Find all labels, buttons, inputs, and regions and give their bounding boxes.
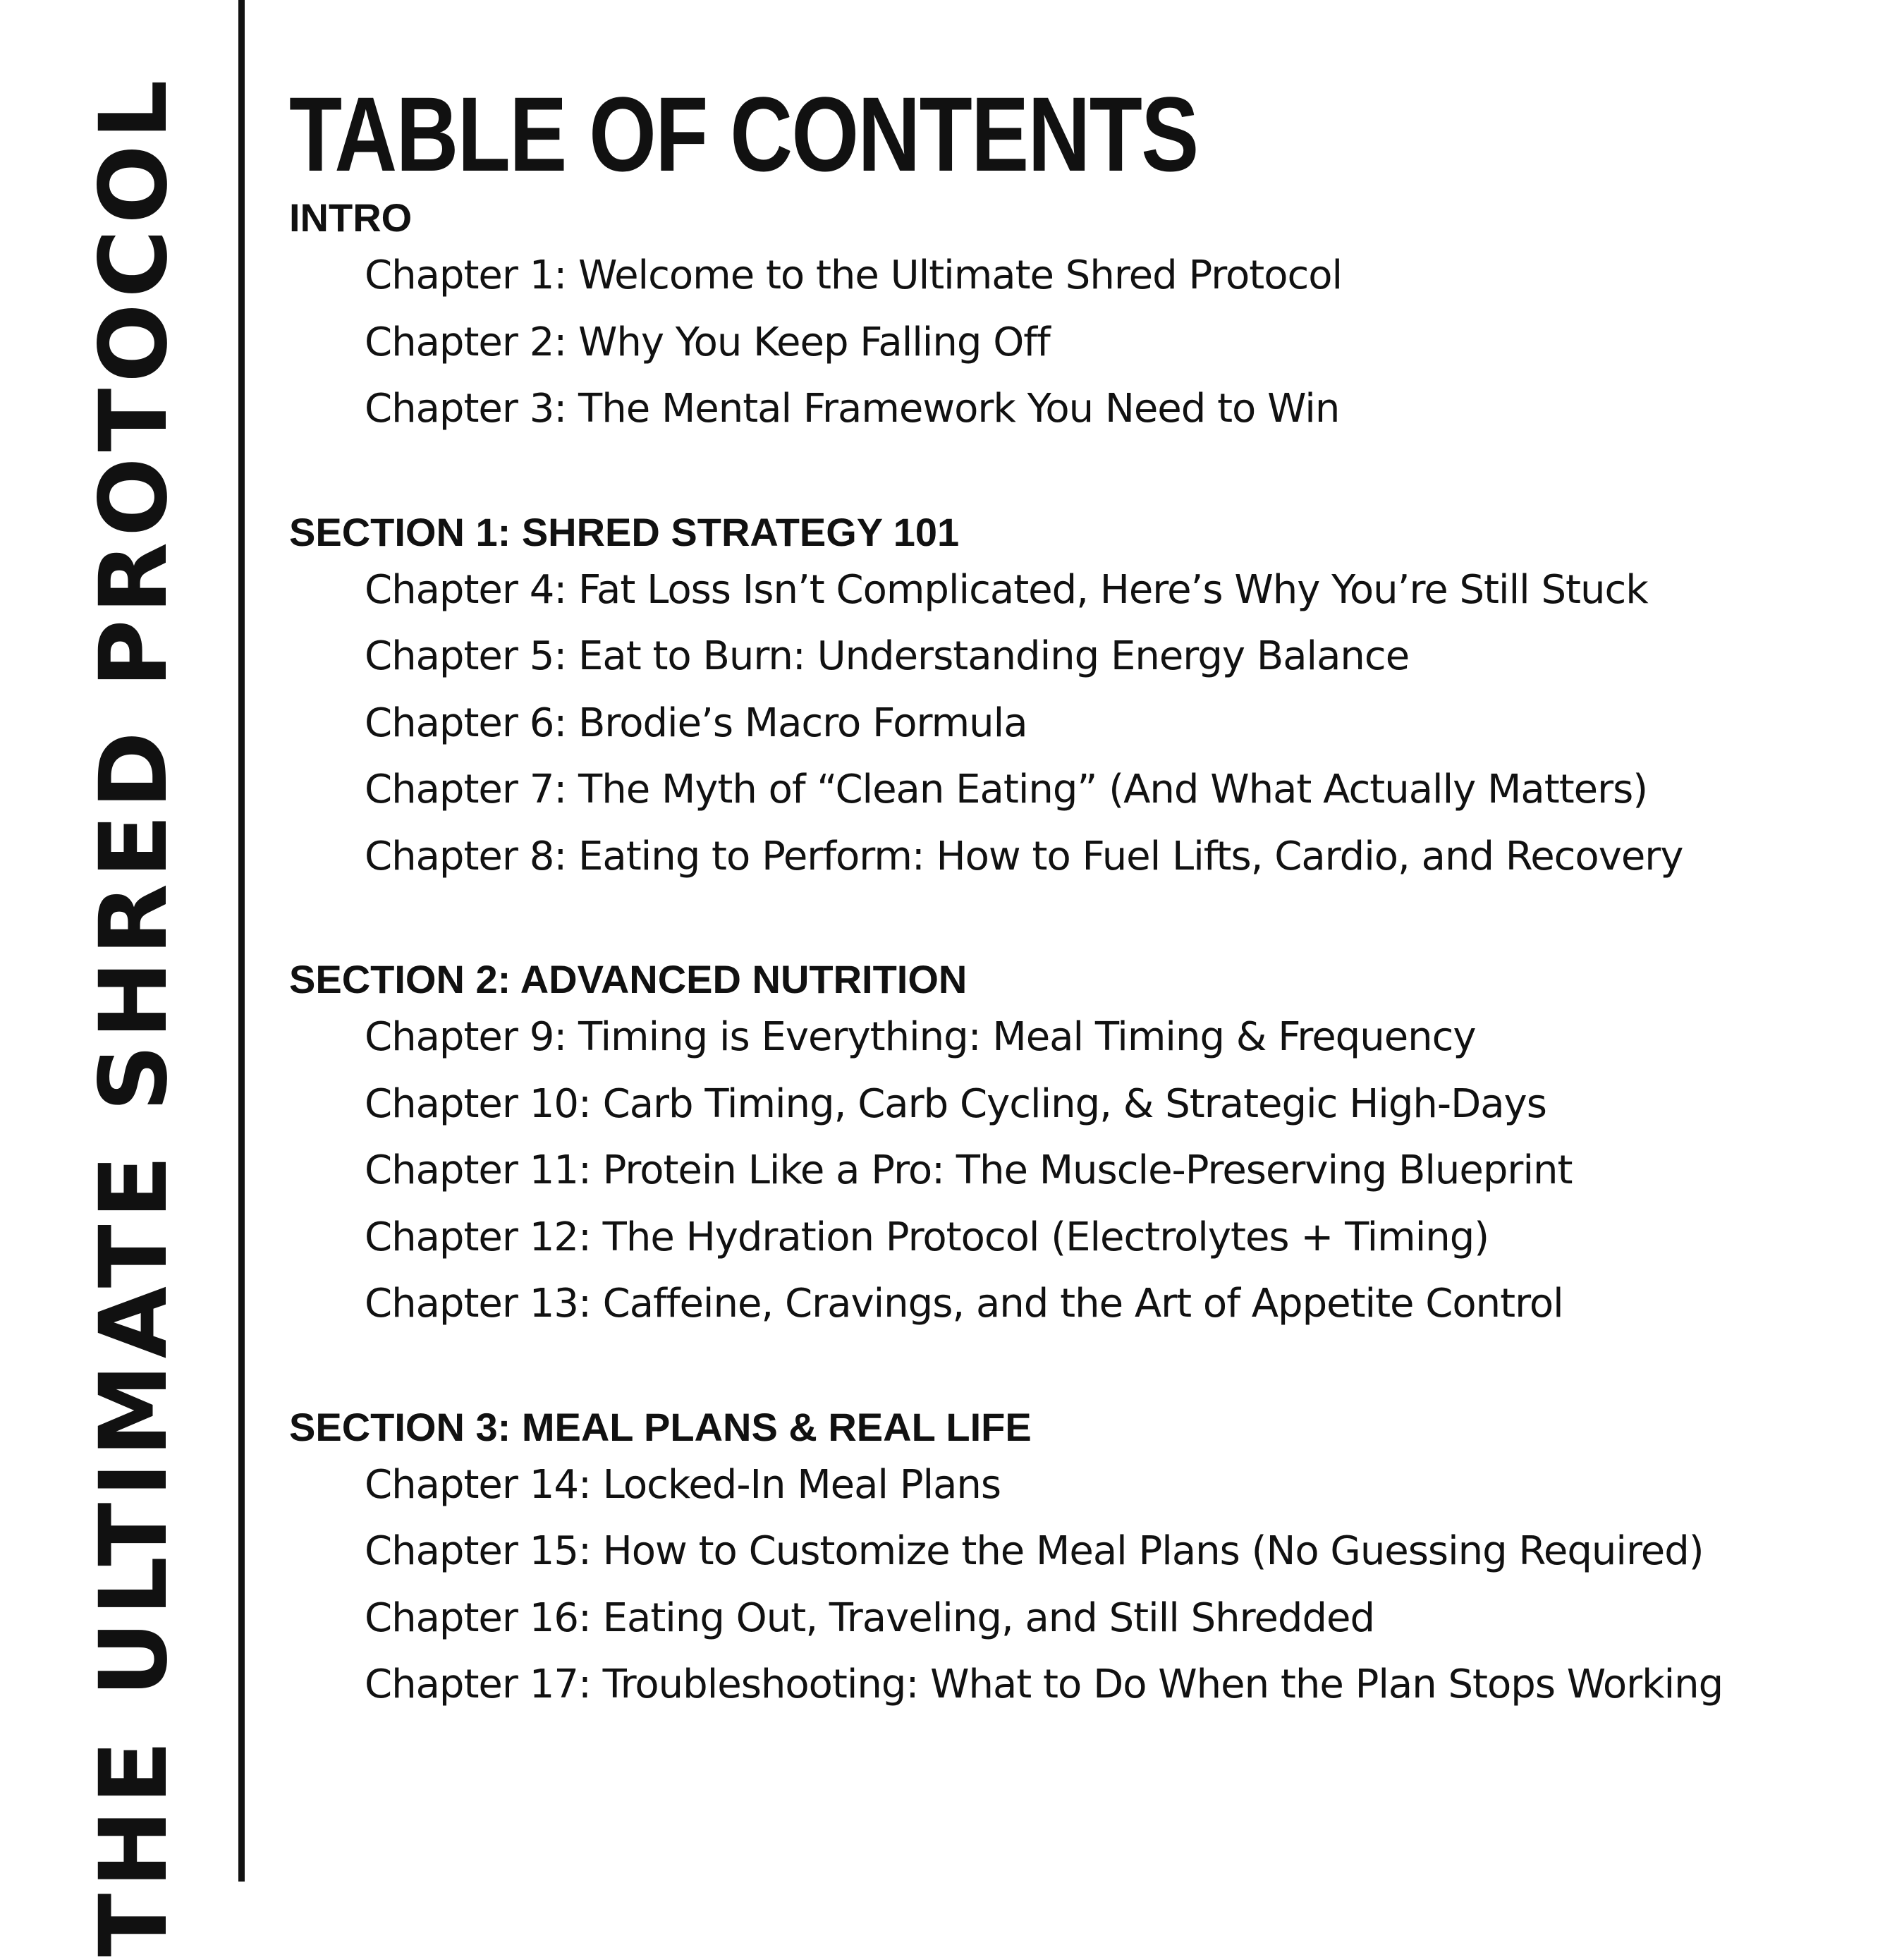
section-3	[289, 1403, 1876, 1719]
chapter-item: Chapter 1: Welcome to the Ultimate Shred Protocol	[365, 252, 1343, 298]
chapter-item: Chapter 8: Eating to Perform: How to Fuel Lifts, Cardio, and Recovery	[365, 833, 1683, 879]
section-2	[289, 955, 1876, 1338]
chapter-item: Chapter 12: The Hydration Protocol (Electrolytes + Timing)	[365, 1214, 1489, 1260]
section-1	[289, 508, 1876, 891]
chapter-list	[289, 557, 1876, 891]
chapter-list	[289, 1004, 1876, 1338]
chapter-item: Chapter 5: Eat to Burn: Understanding Energy Balance	[365, 633, 1410, 679]
chapter-item: Chapter 13: Caffeine, Cravings, and the Art of Appetite Control	[365, 1281, 1563, 1327]
chapter-item: Chapter 16: Eating Out, Traveling, and Still Shredded	[365, 1595, 1374, 1641]
chapter-item: Chapter 10: Carb Timing, Carb Cycling, & Strategic High-Days	[365, 1080, 1546, 1127]
chapter-list	[289, 1452, 1876, 1719]
table-of-contents	[289, 75, 1876, 1719]
chapter-item: Chapter 17: Troubleshooting: What to Do When the Plan Stops Working	[365, 1662, 1723, 1707]
chapter-item: Chapter 2: Why You Keep Falling Off	[365, 319, 1050, 365]
chapter-item: Chapter 15: How to Customize the Meal Plans (No Guessing Required)	[365, 1528, 1704, 1574]
chapter-item: Chapter 6: Brodie’s Macro Formula	[365, 700, 1027, 746]
section-heading: SECTION 1: SHRED STRATEGY 101	[289, 509, 960, 554]
vertical-divider	[238, 0, 245, 1882]
chapter-item: Chapter 9: Timing is Everything: Meal Timing & Frequency	[365, 1014, 1476, 1060]
chapter-list	[289, 243, 1876, 443]
section-heading: SECTION 3: MEAL PLANS & REAL LIFE	[289, 1404, 1032, 1449]
chapter-item: Chapter 14: Locked-In Meal Plans	[365, 1461, 1001, 1508]
spine	[0, 0, 243, 1957]
section-intro	[289, 193, 1876, 443]
chapter-item: Chapter 4: Fat Loss Isn’t Complicated, Here’s Why You’re Still Stuck	[365, 566, 1648, 613]
toc-heading: TABLE OF CONTENTS	[289, 75, 1198, 193]
chapter-item: Chapter 11: Protein Like a Pro: The Muscle-Preserving Blueprint	[365, 1147, 1573, 1193]
chapter-item: Chapter 3: The Mental Framework You Need to Win	[365, 386, 1340, 432]
book-title-vertical: THE ULTIMATE SHRED PROTOCOL	[80, 74, 188, 1957]
chapter-item: Chapter 7: The Myth of “Clean Eating” (And What Actually Matters)	[365, 767, 1648, 812]
section-heading: INTRO	[289, 195, 413, 240]
section-heading: SECTION 2: ADVANCED NUTRITION	[289, 957, 968, 1001]
